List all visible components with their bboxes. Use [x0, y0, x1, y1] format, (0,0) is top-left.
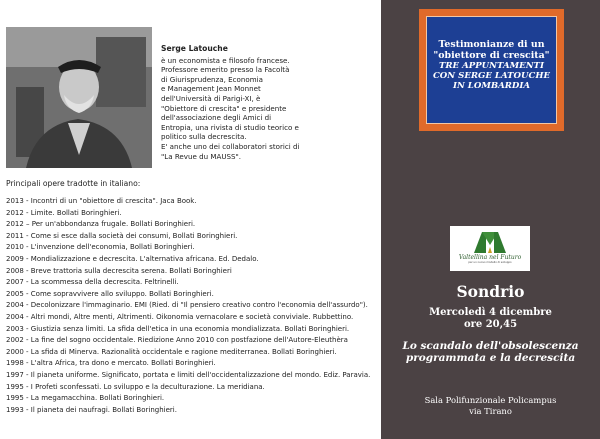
- list-item: 2004 - Altri mondi, Altre menti, Altrimenti. Oikonomia vernacolare e società conviviale. Rubbettino.: [6, 312, 354, 321]
- list-item: 2005 - Come sopravvivere allo sviluppo. Bollati Boringhieri.: [6, 289, 214, 298]
- bio-line: dell'Università di Parigi-XI, è: [161, 93, 261, 103]
- venue-address: via Tirano: [469, 406, 512, 416]
- bio-line: e Management Jean Monnet: [161, 84, 261, 94]
- event-time: ore 20,45: [463, 319, 518, 330]
- series-subtitle-line: IN LOMBARDIA: [452, 81, 531, 91]
- list-item: 2003 - Giustizia senza limiti. La sfida dell'etica in una economia mondializzata. Bollati Boringhieri.: [6, 324, 350, 333]
- list-item: 2012 - Limite. Bollati Boringhieri.: [6, 208, 122, 217]
- list-item: 2013 - Incontri di un "obiettore di crescita". Jaca Book.: [6, 197, 197, 205]
- list-item: 2000 - La sfida di Minerva. Razionalità occidentale e ragione mediterranea. Bollati Boringhieri.: [6, 347, 337, 356]
- event-city: Sondrio: [456, 282, 525, 301]
- series-title-line: "obiettore di crescita": [433, 50, 550, 61]
- list-item: 2012 – Per un'abbondanza frugale. Bollati Boringhieri.: [6, 220, 196, 229]
- title-frame: [419, 9, 564, 131]
- bio-line: politico sulla decrescita.: [161, 132, 247, 142]
- list-item: 2009 - Mondializzazione e decrescita. L'alternativa africana. Ed. Dedalo.: [6, 254, 259, 263]
- bio-line: è un economista e filosofo francese.: [161, 55, 290, 65]
- bio-line: Professore emerito presso la Facoltà: [161, 65, 290, 75]
- organizer-logo: [450, 226, 530, 271]
- list-item: 2007 - La scommessa della decrescita. Feltrinelli.: [6, 278, 179, 287]
- logo-name: Valtellina nel Futuro: [458, 254, 522, 261]
- works-list: [6, 196, 378, 416]
- bio-line: "La Revue du MAUSS".: [161, 151, 242, 161]
- list-item: 2011 - Come si esce dalla società dei consumi, Bollati Boringhieri.: [6, 231, 238, 240]
- list-item: 1995 - I Profeti sconfessati. Lo sviluppo e la deculturazione. La meridiana.: [6, 382, 265, 391]
- event-venue: [381, 395, 600, 417]
- venue-name: Sala Polifunzionale Policampus: [424, 395, 557, 405]
- bio-line: dell'associazione degli Amici di: [161, 113, 272, 123]
- event-datetime: [381, 307, 600, 331]
- event-panel: [381, 0, 600, 439]
- series-title-line: Testimonianze di un: [438, 39, 545, 50]
- bio-line: E' anche uno dei collaboratori storici di: [161, 141, 300, 151]
- works-heading: Principali opere tradotte in italiano:: [6, 179, 141, 188]
- list-item: 1995 - La megamacchina. Bollati Boringhieri.: [6, 394, 165, 403]
- list-item: 1998 - L'altra Africa, tra dono e mercato. Bollati Boringhieri.: [6, 359, 216, 368]
- logo-tagline: per un nuovo modello di sviluppo: [468, 261, 512, 264]
- series-subtitle-line: CON SERGE LATOUCHE: [432, 71, 551, 81]
- author-photo: [6, 27, 152, 168]
- event-date: Mercoledì 4 dicembre: [429, 307, 552, 318]
- bio-line: Entropia, una rivista di studio teorico e: [161, 122, 299, 132]
- list-item: 2002 - La fine del sogno occidentale. Riedizione Anno 2010 con postfazione dell'Autore-Eleuthèra: [6, 336, 348, 345]
- bio-line: "Obiettore di crescita" e presidente: [161, 103, 287, 113]
- list-item: 1997 - Il pianeta uniforme. Significato, portata e limiti dell'occidentalizzazione del mondo. Ediz. Paravia.: [6, 370, 371, 379]
- title-box: [426, 16, 557, 124]
- list-item: 2010 - L'invenzione dell'economia, Bollati Boringhieri.: [6, 243, 195, 252]
- list-item: 2004 - Decolonizzare l'immaginario. EMI (Ried. di "Il pensiero creativo contro l'economia dell'assurdo").: [6, 301, 368, 310]
- author-bio: [161, 44, 377, 161]
- bio-line: di Giurisprudenza, Economia: [161, 74, 263, 84]
- list-item: 2008 - Breve trattoria sulla decrescita serena. Bollati Boringhieri: [6, 266, 232, 275]
- author-name: Serge Latouche: [161, 44, 228, 53]
- event-topic-line: programmata e la decrescita: [405, 352, 576, 364]
- event-topic-line: Lo scandalo dell'obsolescenza: [402, 340, 579, 352]
- list-item: 1993 - Il pianeta dei naufragi. Bollati Boringhieri.: [6, 405, 177, 414]
- event-topic: [381, 340, 600, 364]
- series-subtitle-line: TRE APPUNTAMENTI: [439, 61, 544, 71]
- mountain-icon: [473, 229, 507, 253]
